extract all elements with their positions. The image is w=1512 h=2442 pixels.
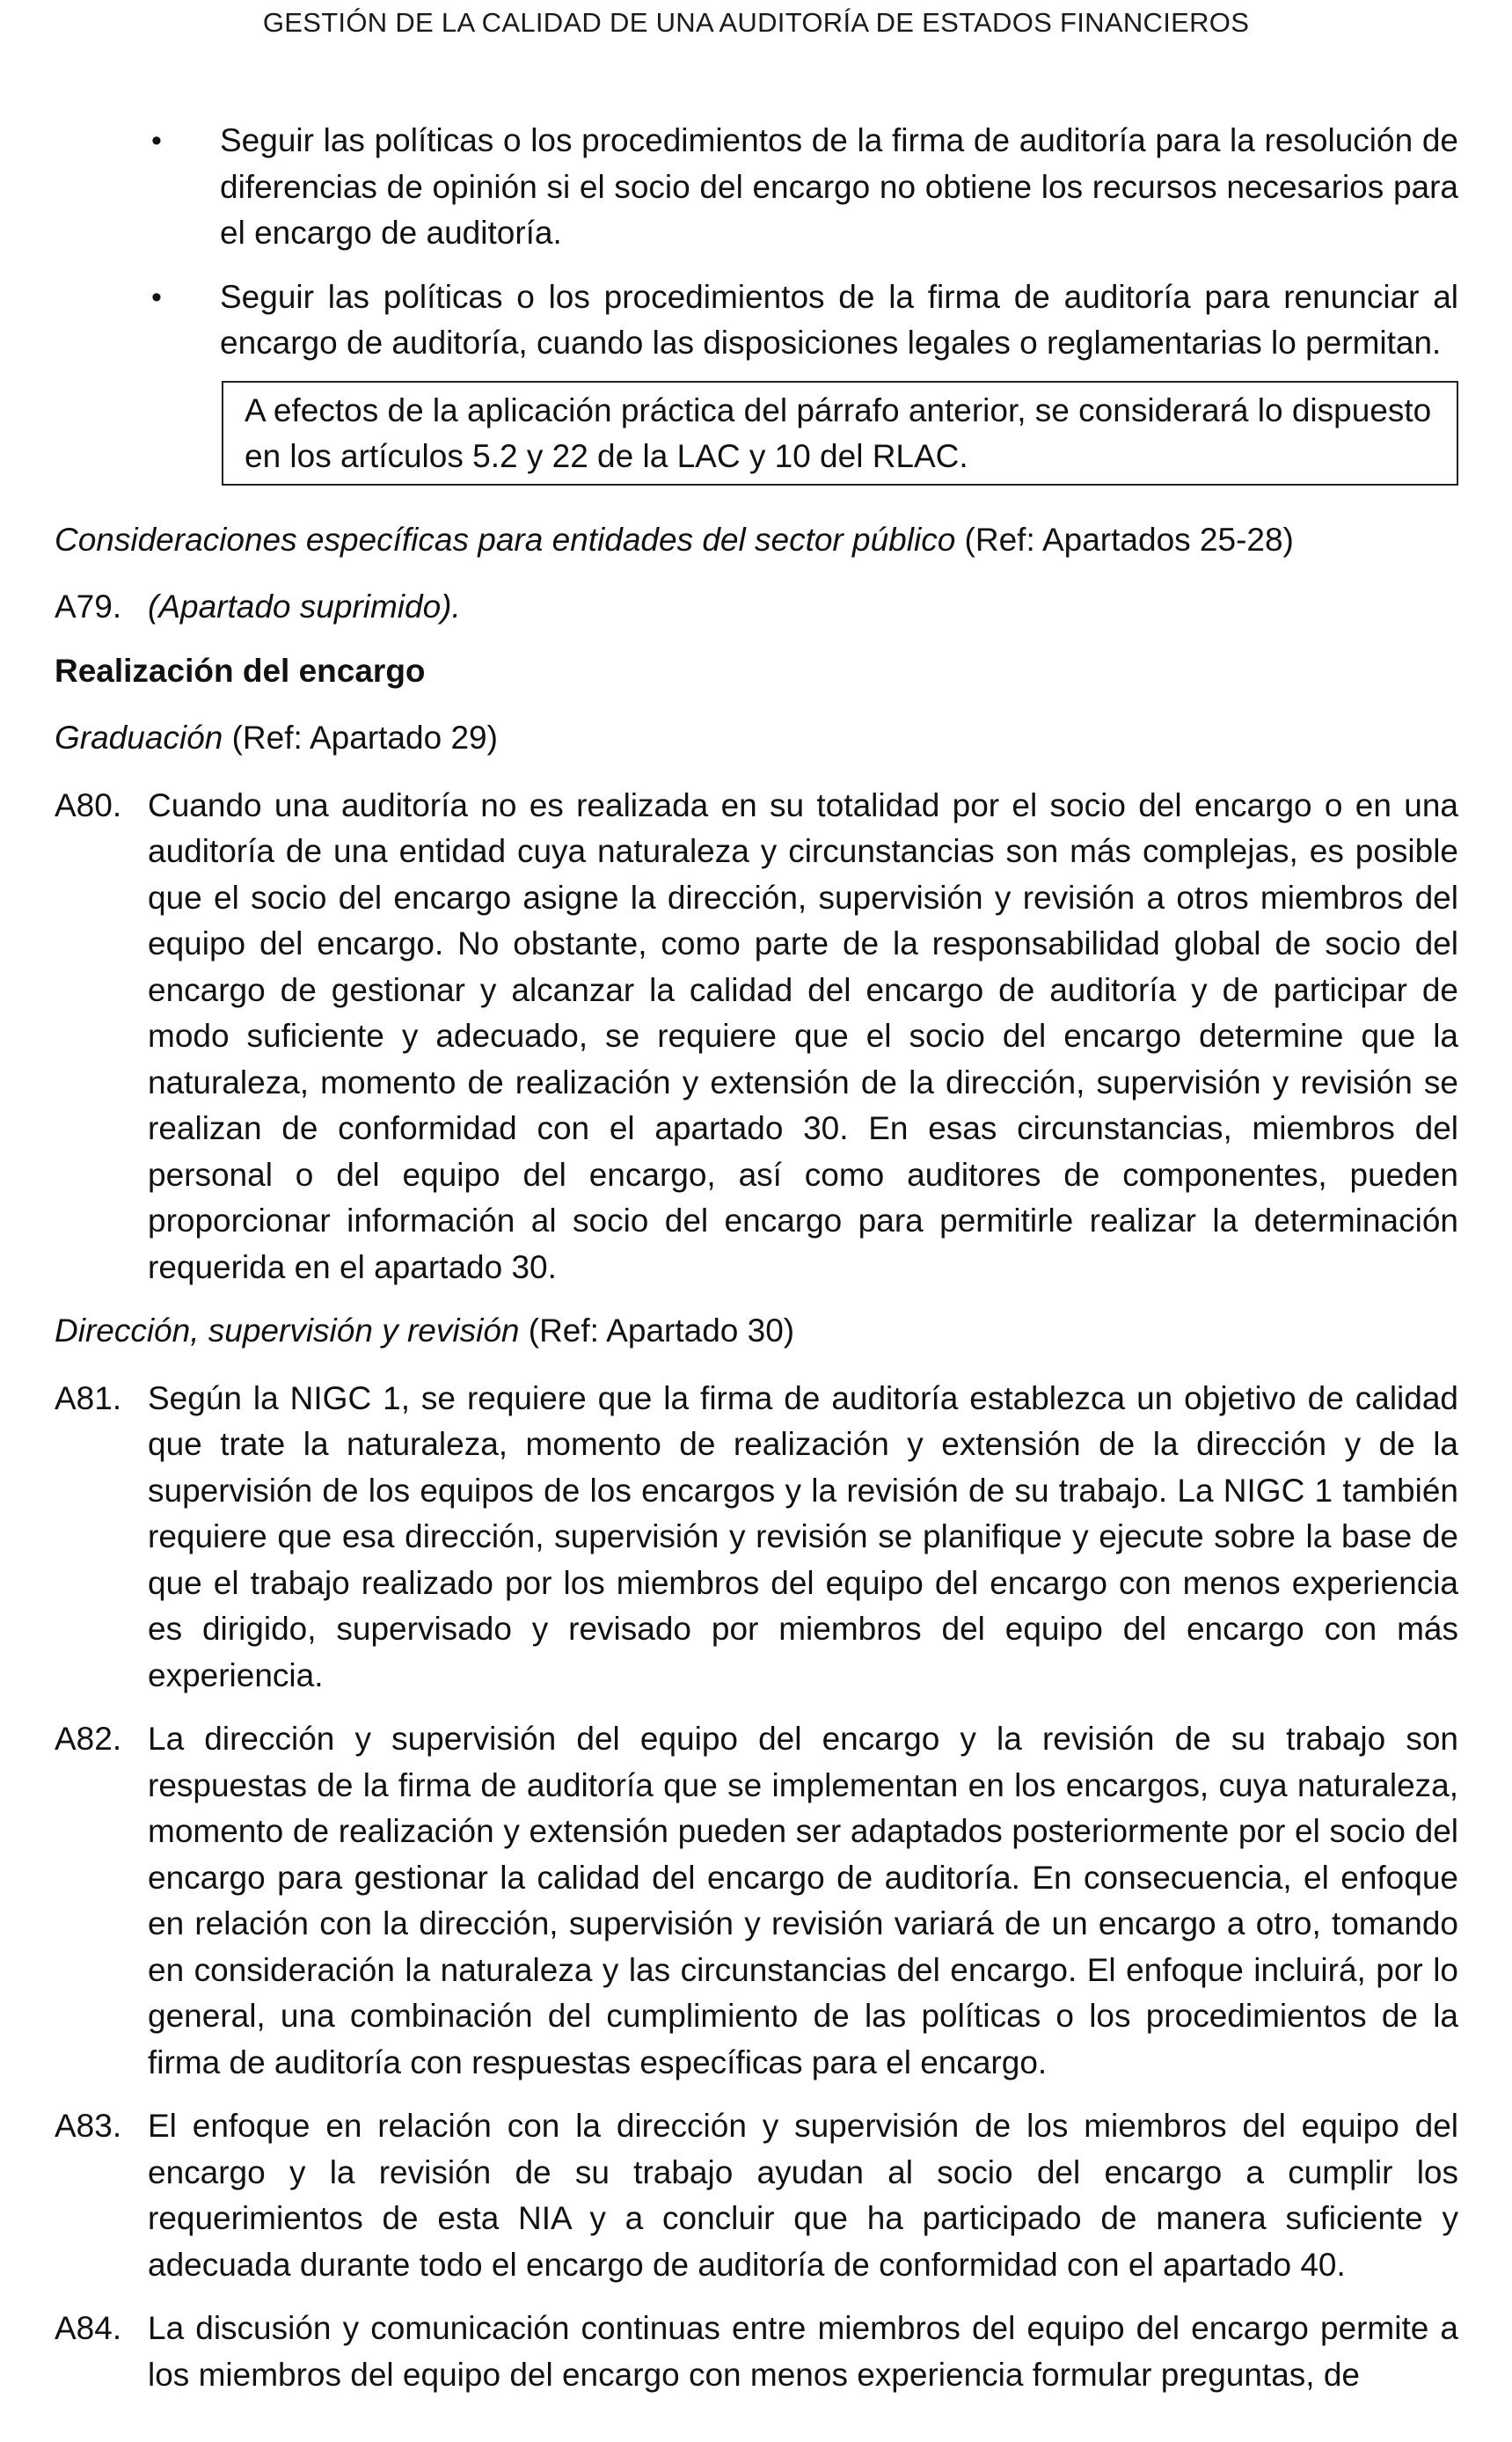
page-content <box>55 118 1458 2416</box>
paragraph-a82 <box>55 1716 1458 2086</box>
paragraph-number: A79. <box>55 589 122 625</box>
bullet-icon: • <box>151 124 162 157</box>
section-ref: (Ref: Apartado 29) <box>223 720 498 756</box>
paragraph-text: La dirección y supervisión del equipo del encargo y la revisión de su trabajo son respuestas de la firma de auditoría que se implementan en los encargos, cuya naturaleza, momento de realización y extensión pueden ser adaptados posteriormente por el socio del encargo para gestionar la calidad del encargo de auditoría. En consecuencia, el enfoque en relación con la dirección, supervisión y revisión variará de un encargo a otro, tomando en consideración la naturaleza y las circunstancias del encargo. El enfoque incluirá, por lo general, una combinación del cumplimiento de las políticas o los procedimientos de la firma de auditoría con respuestas específicas para el encargo. <box>148 1721 1458 2080</box>
paragraph-a84 <box>55 2306 1458 2398</box>
bullet-icon: • <box>151 280 162 314</box>
bullet-text: Seguir las políticas o los procedimientos de la firma de auditoría para renunciar al encargo de auditoría, cuando las disposiciones legales o reglamentarias lo permitan. <box>220 278 1458 361</box>
section-heading-public-sector <box>55 517 1458 564</box>
paragraph-number: A84. <box>55 2310 122 2346</box>
bullet-item <box>55 274 1458 367</box>
section-ref: (Ref: Apartado 30) <box>519 1312 795 1349</box>
section-title: Consideraciones específicas para entidades del sector público <box>55 521 956 558</box>
bullet-text: Seguir las políticas o los procedimientos de la firma de auditoría para la resolución de diferencias de opinión si el socio del encargo no obtiene los recursos necesarios para el encargo de auditoría. <box>220 122 1458 251</box>
paragraph-number: A83. <box>55 2108 122 2144</box>
paragraph-a83 <box>55 2103 1458 2288</box>
bullet-item <box>55 118 1458 257</box>
section-ref: (Ref: Apartados 25-28) <box>955 521 1294 558</box>
section-heading-scaling <box>55 715 1458 762</box>
paragraph-a79 <box>55 584 1458 631</box>
paragraph-number: A80. <box>55 786 122 823</box>
section-heading-direction <box>55 1308 1458 1355</box>
paragraph-number: A81. <box>55 1379 122 1416</box>
paragraph-text: El enfoque en relación con la dirección y supervisión de los miembros del equipo del encargo y la revisión de su trabajo ayudan al socio del encargo a cumplir los requerimientos de esta NIA y a concluir que ha participado de manera suficiente y adecuada durante todo el encargo de auditoría de conformidad con el apartado 40. <box>148 2108 1458 2283</box>
boxed-note: A efectos de la aplicación práctica del párrafo anterior, se considerará lo dispuesto en los artículos 5.2 y 22 de la LAC y 10 del RLAC. <box>222 381 1458 486</box>
section-heading-performance: Realización del encargo <box>55 652 426 689</box>
paragraph-a80 <box>55 783 1458 1291</box>
running-header: GESTIÓN DE LA CALIDAD DE UNA AUDITORÍA DE ESTADOS FINANCIEROS <box>262 7 1250 38</box>
paragraph-text: La discusión y comunicación continuas entre miembros del equipo del encargo permite a los miembros del equipo del encargo con menos experiencia formular preguntas, de <box>148 2310 1458 2393</box>
paragraph-number: A82. <box>55 1721 122 1757</box>
section-title: Dirección, supervisión y revisión <box>55 1312 520 1349</box>
paragraph-text: Cuando una auditoría no es realizada en su totalidad por el socio del encargo o en una auditoría de una entidad cuya naturaleza y circunstancias son más complejas, es posible que el socio del encargo asigne la dirección, supervisión y revisión a otros miembros del equipo del encargo. No obstante, como parte de la responsabilidad global de socio del encargo de gestionar y alcanzar la calidad del encargo de auditoría y de participar de modo suficiente y adecuado, se requiere que el socio del encargo determine que la naturaleza, momento de realización y extensión de la dirección, supervisión y revisión se realizan de conformidad con el apartado 30. En esas circunstancias, miembros del personal o del equipo del encargo, así como auditores de componentes, pueden proporcionar información al socio del encargo para permitirle realizar la determinación requerida en el apartado 30. <box>148 786 1458 1285</box>
paragraph-a81 <box>55 1376 1458 1700</box>
paragraph-text: (Apartado suprimido). <box>148 589 461 625</box>
section-title: Graduación <box>55 720 223 756</box>
paragraph-text: Según la NIGC 1, se requiere que la firma de auditoría establezca un objetivo de calidad que trate la naturaleza, momento de realización y extensión de la dirección y de la supervisión de los equipos de los encargos y la revisión de su trabajo. La NIGC 1 también requiere que esa dirección, supervisión y revisión se planifique y ejecute sobre la base de que el trabajo realizado por los miembros del equipo del encargo con menos experiencia es dirigido, supervisado y revisado por miembros del equipo del encargo con más experiencia. <box>148 1379 1458 1693</box>
